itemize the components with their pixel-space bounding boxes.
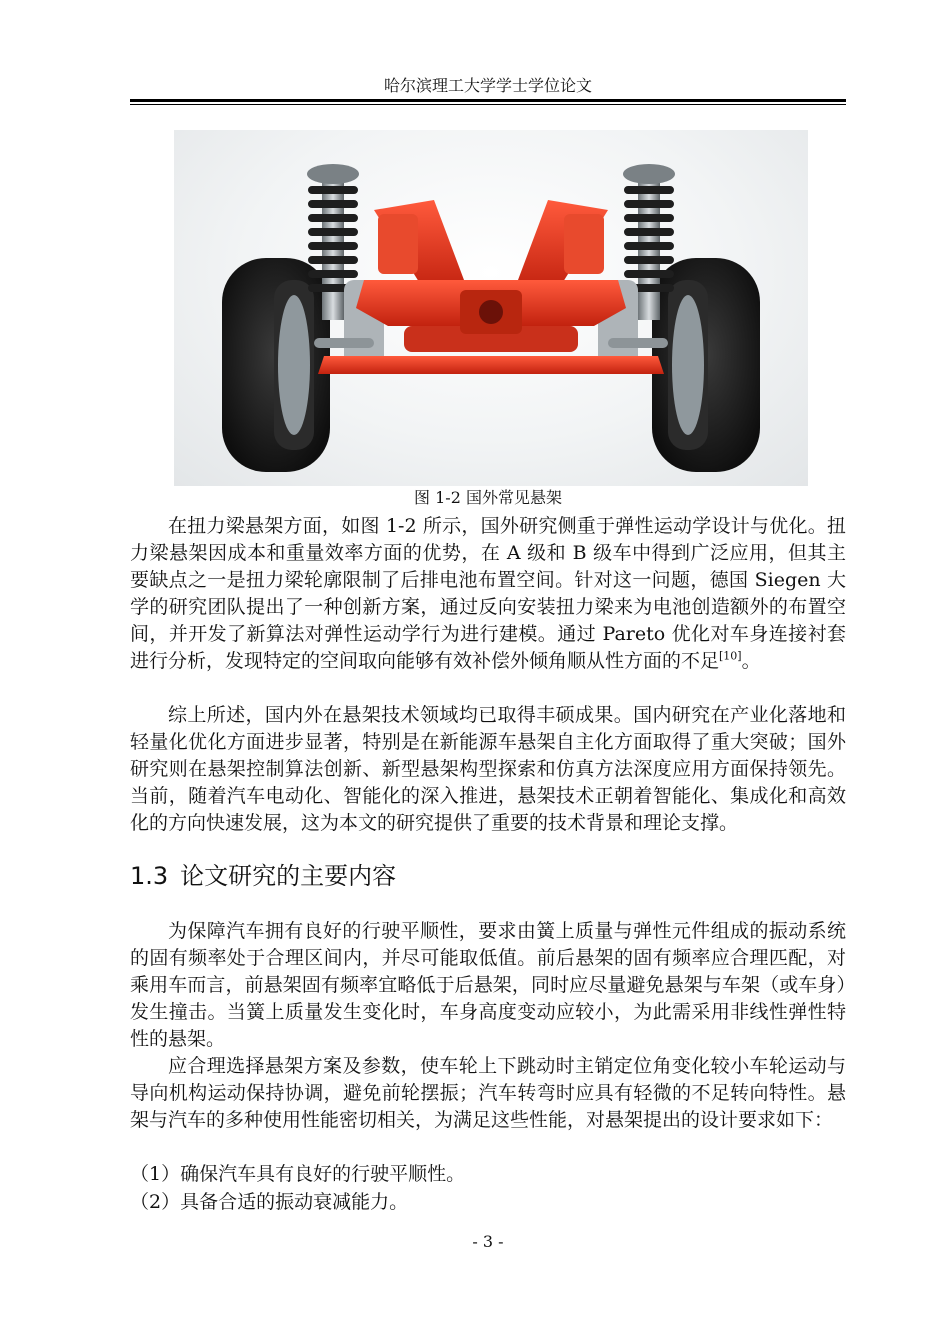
- header-rule-thick: [130, 99, 846, 102]
- paragraph-end: 。: [741, 650, 761, 672]
- suspension-figure: [174, 130, 808, 486]
- figure-caption: 图 1-2 国外常见悬架: [414, 488, 562, 507]
- paragraph-ride-comfort: 为保障汽车拥有良好的行驶平顺性，要求由簧上质量与弹性元件组成的振动系统的固有频率处于合理区间内，并尽可能取低值。前后悬架的固有频率应合理匹配，对乘用车而言，前悬架固有频率宜略低于后悬架，同时应尽量避免悬架与车架（或车身）发生撞击。当簧上质量发生变化时，车身高度变动应较小，为此需采用非线性弹性特性的悬架。: [130, 920, 846, 1050]
- paragraph-design-requirements: 应合理选择悬架方案及参数，使车轮上下跳动时主销定位角变化较小车轮运动与导向机构运动保持协调，避免前轮摆振；汽车转弯时应具有轻微的不足转向特性。悬架与汽车的多种使用性能密切相关，为满足这些性能，对悬架提出的设计要求如下：: [130, 1055, 846, 1131]
- paragraph-text: 在扭力梁悬架方面，如图 1-2 所示，国外研究侧重于弹性运动学设计与优化。扭力梁悬架因成本和重量效率方面的优势，在 A 级和 B 级车中得到广泛应用，但其主要缺点之一是扭力梁轮廓限制了后排电池布置空间。针对这一问题，德国 Siegen 大学的研究团队提出了一种创新方案，通过反向安装扭力梁来为电池创造额外的布置空间，并开发了新算法对弹性运动学行为进行建模。通过 Pareto 优化对车身连接衬套进行分析，发现特定的空间取向能够有效补偿外倾角顺从性方面的不足: [130, 515, 846, 672]
- suspension-illustration: [174, 130, 808, 486]
- section-title: 论文研究的主要内容: [180, 862, 397, 890]
- paragraph-torsion-beam: [130, 513, 846, 675]
- list-item: （1）确保汽车具有良好的行驶平顺性。: [130, 1163, 466, 1185]
- section-heading: [130, 860, 396, 892]
- list-item: （2）具备合适的振动衰减能力。: [130, 1191, 409, 1213]
- page-number: - 3 -: [472, 1232, 504, 1251]
- running-header: 哈尔滨理工大学学士学位论文: [383, 76, 592, 95]
- section-number: 1.3: [130, 862, 169, 890]
- citation-ref[interactable]: [10]: [719, 649, 742, 663]
- header-rule-thin: [130, 104, 846, 105]
- paragraph-summary: 综上所述，国内外在悬架技术领域均已取得丰硕成果。国内研究在产业化落地和轻量化优化方面进步显著，特别是在新能源车悬架自主化方面取得了重大突破；国外研究则在悬架控制算法创新、新型悬架构型探索和仿真方法深度应用方面保持领先。当前，随着汽车电动化、智能化的深入推进，悬架技术正朝着智能化、集成化和高效化的方向快速发展，这为本文的研究提供了重要的技术背景和理论支撑。: [130, 704, 846, 834]
